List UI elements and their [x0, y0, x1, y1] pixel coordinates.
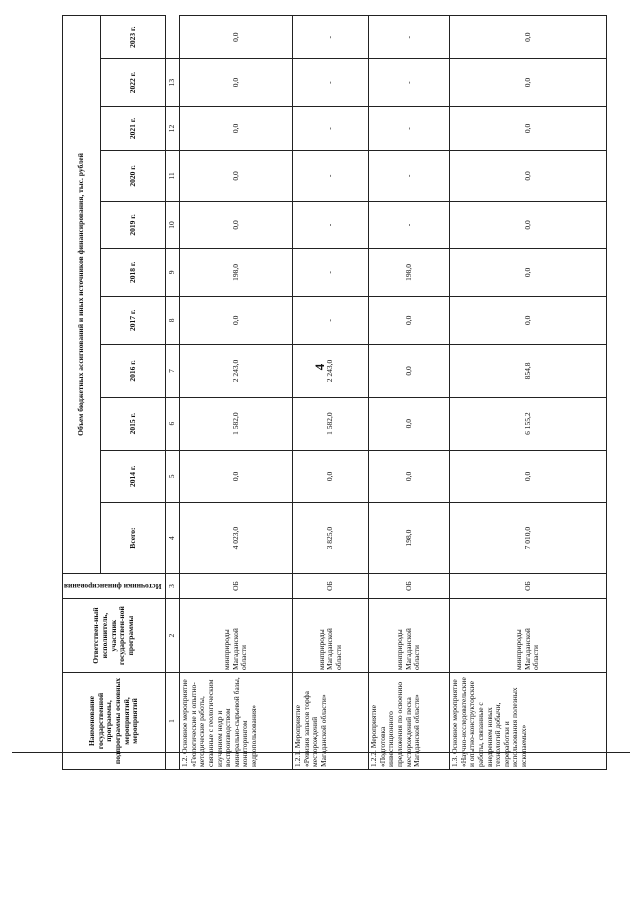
table-row [180, 16, 293, 770]
row-year-value: 6 155,2 [450, 397, 607, 450]
header-year: 2017 г. [100, 296, 165, 345]
row-year-value: 2 243,0 [180, 345, 293, 398]
financing-table [62, 15, 607, 770]
row-year-value: 0,0 [180, 59, 293, 106]
row-year-value: - [292, 249, 368, 296]
header-year: 2015 г. [100, 397, 165, 450]
row-executor: минприроды Магаданской области [292, 599, 368, 673]
row-source: ОБ [369, 573, 450, 598]
table-body [180, 16, 607, 770]
row-executor: минприроды Магаданской области [180, 599, 293, 673]
row-year-value: 0,0 [450, 106, 607, 150]
column-number: 2 [166, 599, 180, 673]
page-number: 4 [312, 363, 327, 371]
row-year-value: 0,0 [292, 450, 368, 503]
row-year-value: 2 243,0 [292, 345, 368, 398]
header-name: Наименование государственной программы, подпрограммы основных мероприятий, мероприятий [63, 673, 166, 770]
row-year-value: 1 582,0 [180, 397, 293, 450]
row-year-value: 0,0 [369, 296, 450, 345]
row-executor: минприроды Магаданской области [369, 599, 450, 673]
row-year-value: - [369, 151, 450, 202]
header-total: Всего: [100, 503, 165, 574]
header-year: 2021 г. [100, 106, 165, 150]
header-source-text: Источники финансирования [64, 582, 162, 592]
row-year-value: - [292, 16, 368, 59]
row-year-value: - [369, 106, 450, 150]
column-number: 4 [166, 503, 180, 574]
column-number: 3 [166, 573, 180, 598]
column-number: 12 [166, 106, 180, 150]
row-year-value: 0,0 [450, 450, 607, 503]
row-source: ОБ [292, 573, 368, 598]
row-year-value: 0,0 [180, 16, 293, 59]
column-number: 8 [166, 296, 180, 345]
header-volume: Объем бюджетных ассигнований и иных источников финансирования, тыс. рублей [63, 16, 101, 574]
row-year-value: - [369, 59, 450, 106]
column-number: 5 [166, 450, 180, 503]
table-row [450, 16, 607, 770]
row-executor: минприроды Магаданской области [450, 599, 607, 673]
column-number-row [166, 16, 180, 770]
row-total: 198,0 [369, 503, 450, 574]
row-year-value: 0,0 [369, 450, 450, 503]
row-year-value: 0,0 [369, 345, 450, 398]
row-year-value: 0,0 [450, 249, 607, 296]
rotated-table-wrapper [62, 15, 580, 770]
header-year: 2018 г. [100, 249, 165, 296]
header-year: 2020 г. [100, 151, 165, 202]
row-year-value: 0,0 [450, 151, 607, 202]
header-year: 2016 г. [100, 345, 165, 398]
row-total: 3 825,0 [292, 503, 368, 574]
row-total: 7 010,0 [450, 503, 607, 574]
row-year-value: 0,0 [450, 296, 607, 345]
header-year: 2014 г. [100, 450, 165, 503]
header-executor: Ответствен-ный исполнитель, участник государствен-ной программы [63, 599, 166, 673]
row-year-value: 1 582,0 [292, 397, 368, 450]
horizontal-rule [12, 752, 630, 753]
row-year-value: - [292, 201, 368, 248]
header-year: 2023 г. [100, 16, 165, 59]
table-row [369, 16, 450, 770]
row-year-value: 198,0 [369, 249, 450, 296]
row-year-value: - [292, 151, 368, 202]
row-year-value: 854,8 [450, 345, 607, 398]
row-year-value: 0,0 [180, 450, 293, 503]
row-year-value: 0,0 [180, 151, 293, 202]
row-source: ОБ [180, 573, 293, 598]
row-year-value: 0,0 [180, 201, 293, 248]
row-total: 4 023,0 [180, 503, 293, 574]
column-number: 1 [166, 673, 180, 770]
header-source [63, 573, 166, 598]
row-year-value: 0,0 [450, 59, 607, 106]
header-year: 2019 г. [100, 201, 165, 248]
row-name: 1.2. Основное мероприятие «Геологические и опытно-методические работы, связанные с геологическим изучением недр и воспроизводством минерально-сырьевой базы, мониторингом недропользования» [180, 673, 293, 770]
row-year-value: 0,0 [450, 16, 607, 59]
column-number: 13 [166, 59, 180, 106]
row-year-value: 198,0 [180, 249, 293, 296]
column-number: 10 [166, 201, 180, 248]
row-source: ОБ [450, 573, 607, 598]
row-year-value: - [292, 106, 368, 150]
row-name: 1.2.1. Мероприятие «Ревизия запасов торфа месторождений Магаданской области» [292, 673, 368, 770]
row-year-value: - [292, 296, 368, 345]
column-number: 11 [166, 151, 180, 202]
column-number: 7 [166, 345, 180, 398]
row-name: 1.2.2. Мероприятие «Подготовка инвестиционного предложения по освоению месторождений песка Магаданской области» [369, 673, 450, 770]
header-year: 2022 г. [100, 59, 165, 106]
column-number: 9 [166, 249, 180, 296]
table-row [292, 16, 368, 770]
row-year-value: - [369, 16, 450, 59]
row-year-value: 0,0 [450, 201, 607, 248]
column-number: 6 [166, 397, 180, 450]
row-year-value: 0,0 [369, 397, 450, 450]
row-year-value: 0,0 [180, 296, 293, 345]
row-year-value: - [292, 59, 368, 106]
row-name: 1.3. Основное мероприятие «Научно-исследовательские и опытно-конструкторские работы, связанные с внедрением новых технологий добычи, переработки и использования полезных ископаемых» [450, 673, 607, 770]
row-year-value: 0,0 [180, 106, 293, 150]
row-year-value: - [369, 201, 450, 248]
